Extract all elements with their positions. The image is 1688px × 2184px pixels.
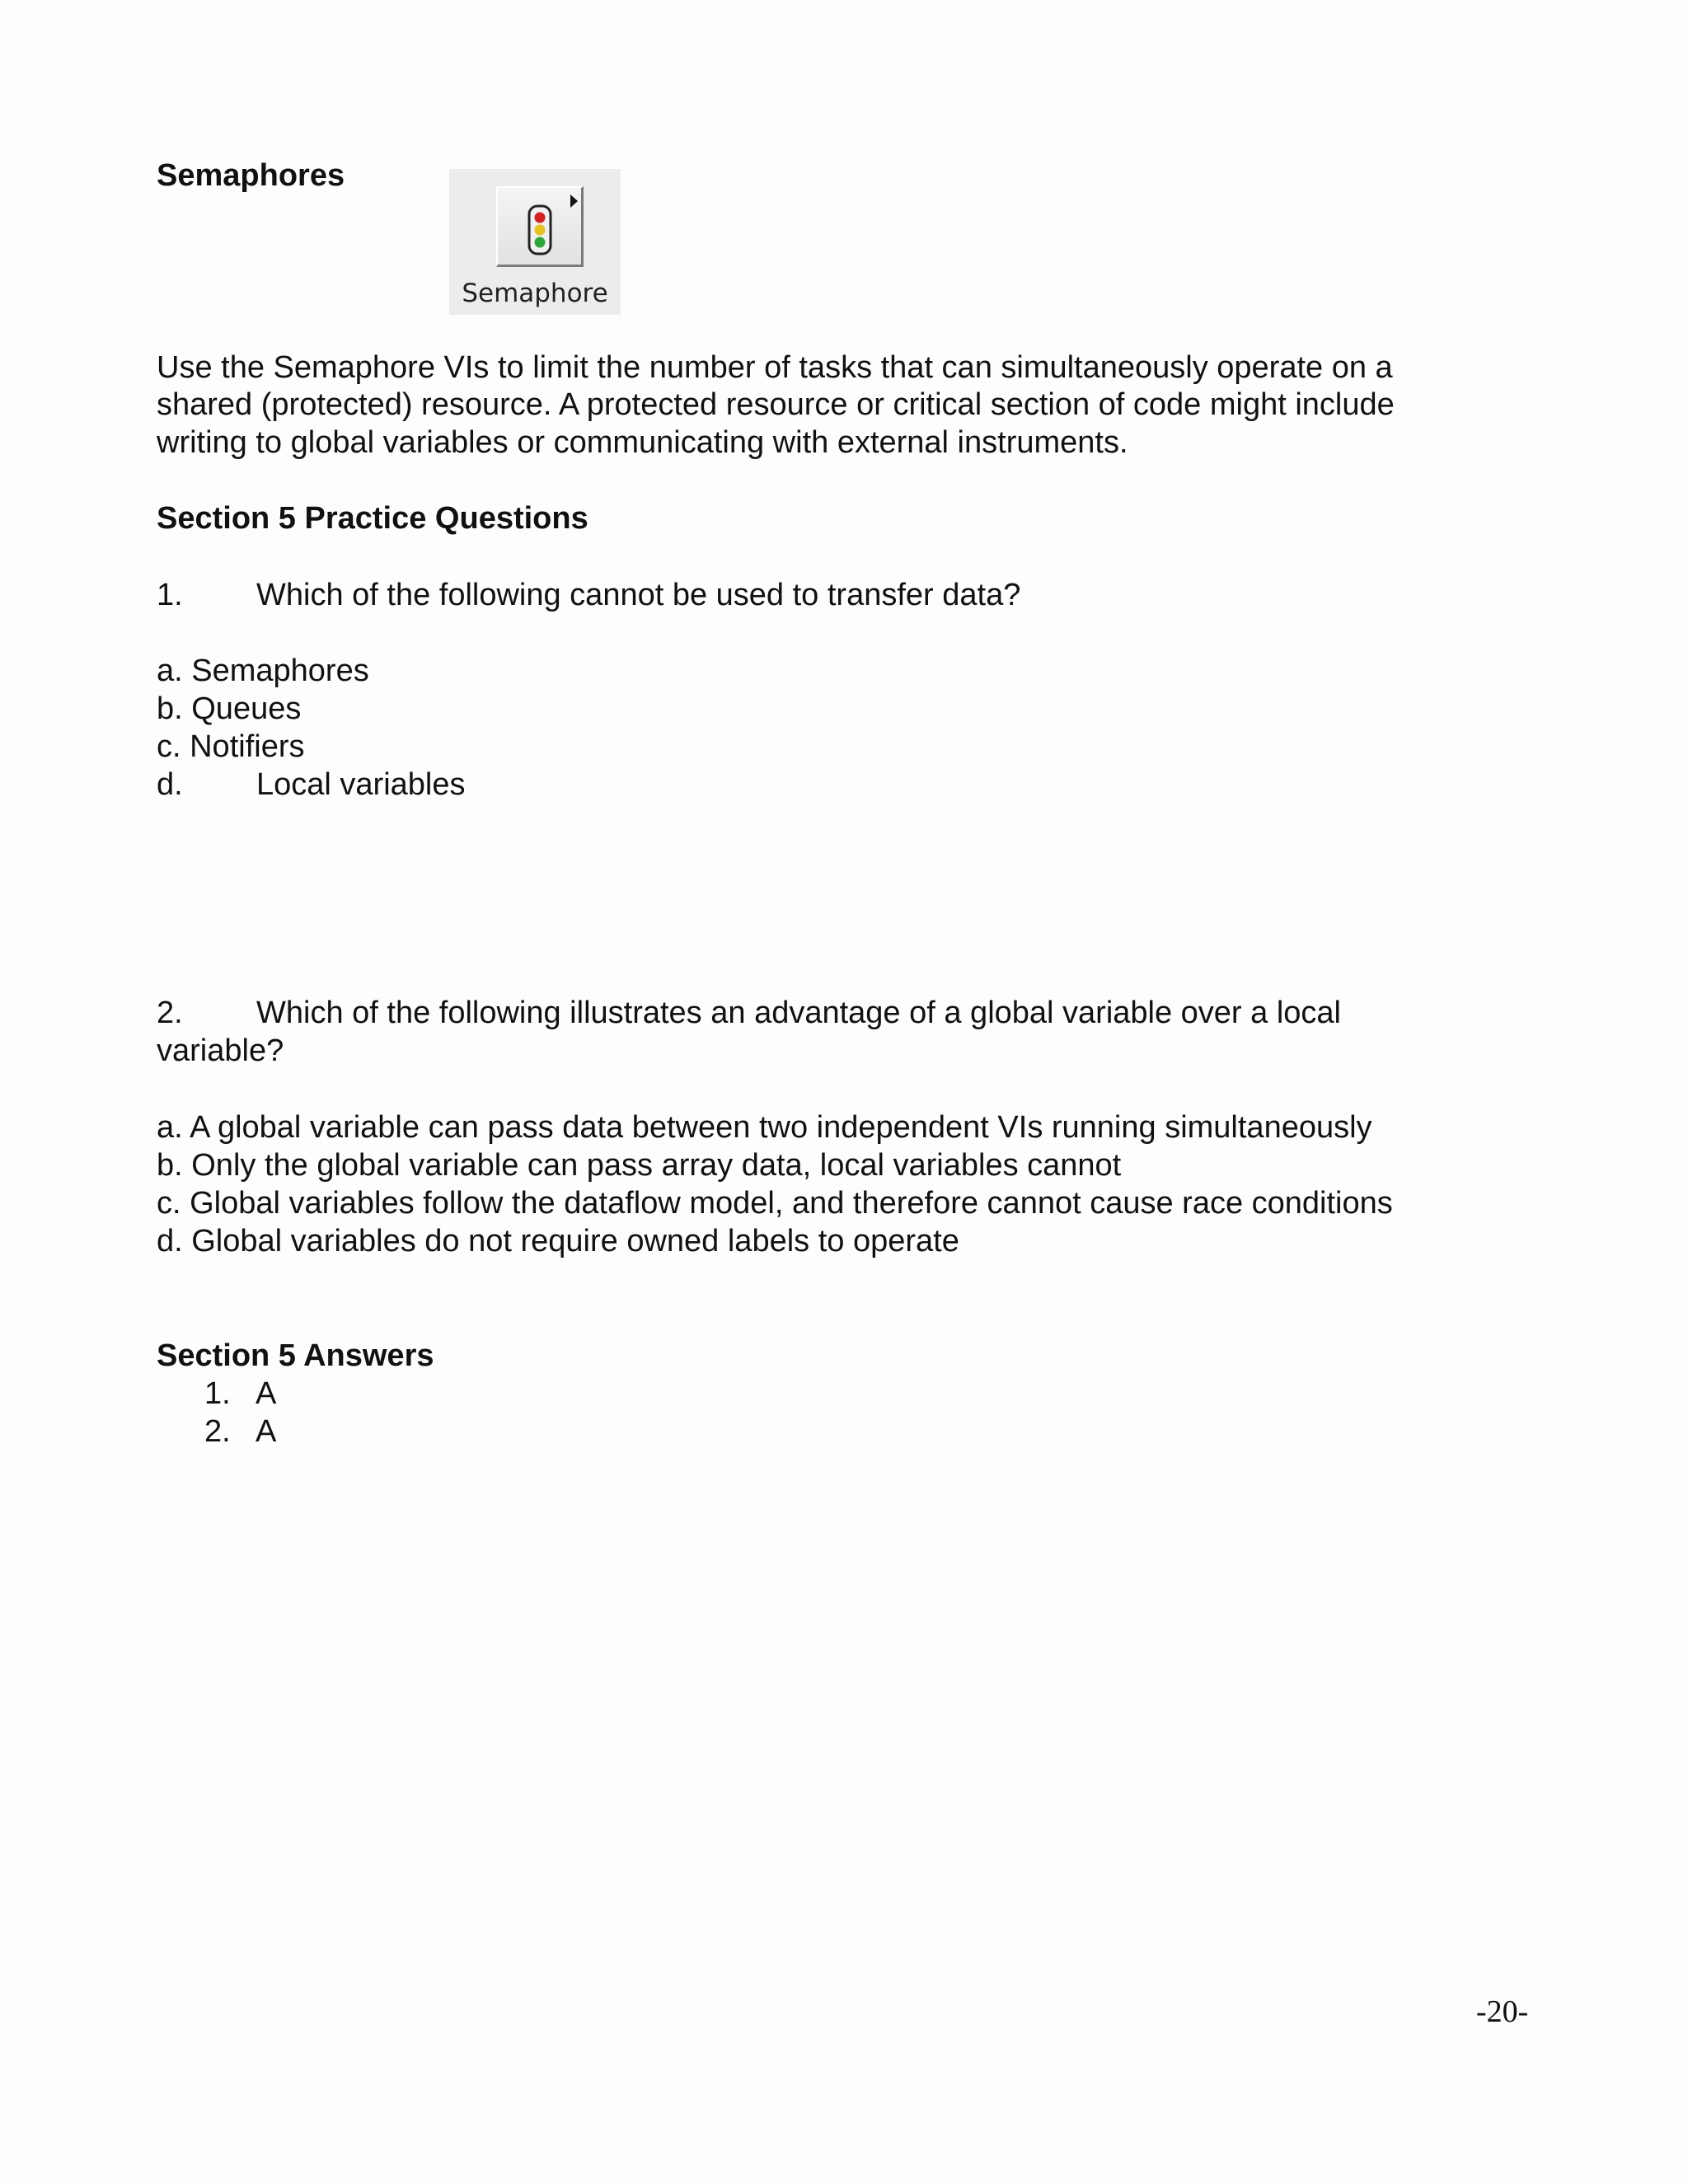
section-heading-practice: Section 5 Practice Questions [157, 501, 588, 536]
answer-option: c. Global variables follow the dataflow model, and therefore cannot cause race conditions [157, 1186, 1393, 1221]
description-line: Use the Semaphore VIs to limit the number of tasks that can simultaneously operate on a [157, 350, 1393, 385]
answer-value: A [256, 1414, 277, 1449]
answer-option: c. Notifiers [157, 729, 305, 764]
answer-option: a. Semaphores [157, 654, 369, 688]
answer-value: A [256, 1376, 277, 1411]
answer-option-letter: d. [157, 767, 183, 802]
answer-number: 1. [204, 1376, 231, 1411]
question-text-continued: variable? [157, 1033, 284, 1068]
answer-option: Local variables [256, 767, 466, 802]
answer-option: a. A global variable can pass data between two independent VIs running simultaneously [157, 1110, 1372, 1145]
question-number: 2. [157, 996, 183, 1030]
semaphore-palette-icon [449, 169, 621, 315]
section-heading-semaphores: Semaphores [157, 158, 345, 193]
answer-option: d. Global variables do not require owned labels to operate [157, 1224, 959, 1258]
palette-icon-label: Semaphore [462, 279, 608, 308]
question-text: Which of the following illustrates an advantage of a global variable over a local [256, 996, 1341, 1030]
question-text: Which of the following cannot be used to transfer data? [256, 578, 1021, 612]
question-number: 1. [157, 578, 183, 612]
answer-option: b. Only the global variable can pass array data, local variables cannot [157, 1148, 1122, 1183]
description-line: writing to global variables or communicating with external instruments. [157, 425, 1128, 460]
answer-number: 2. [204, 1414, 231, 1449]
traffic-light-icon [496, 186, 584, 267]
section-heading-answers: Section 5 Answers [157, 1338, 434, 1373]
description-line: shared (protected) resource. A protected resource or critical section of code might include [157, 387, 1395, 422]
page-number: -20- [1476, 1994, 1529, 2029]
answer-option: b. Queues [157, 691, 302, 726]
